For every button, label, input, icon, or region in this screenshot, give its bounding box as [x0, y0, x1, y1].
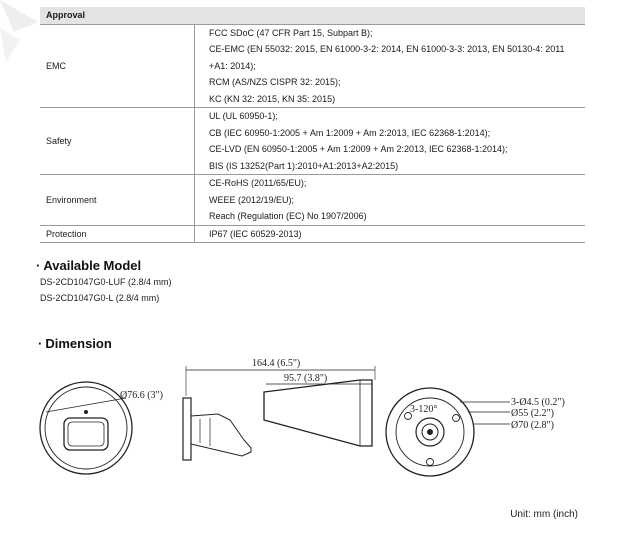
- front-view: [40, 382, 163, 474]
- section-bullet: ·: [38, 336, 43, 351]
- approval-row-label: EMC: [40, 24, 195, 108]
- model-item: DS-2CD1047G0-L (2.8/4 mm): [40, 293, 160, 303]
- approval-row-label: Protection: [40, 225, 195, 243]
- approval-value-line: CE-EMC (EN 55032: 2015, EN 61000-3-2: 2014, EN 61000-3-3: 2013, EN 50130-4: 2011: [209, 44, 565, 54]
- approval-value-line: IP67 (IEC 60529-2013): [209, 228, 302, 239]
- total-length-label: 164.4 (6.5"): [252, 358, 301, 369]
- approval-value-line: BIS (IS 13252(Part 1):2010+A1:2013+A2:2015): [209, 160, 399, 171]
- approval-value-line: WEEE (2012/19/EU);: [209, 194, 295, 205]
- unit-note: Unit: mm (inch): [510, 509, 578, 520]
- approval-row-label: Environment: [40, 175, 195, 226]
- approval-value-line: CE-RoHS (2011/65/EU);: [209, 178, 307, 188]
- approval-row-value: [195, 108, 586, 175]
- approval-value-line: Reach (Regulation (EC) No 1907/2006): [209, 211, 367, 221]
- dimension-drawing: [0, 350, 618, 500]
- angle-label: 3-120°: [410, 404, 438, 415]
- approval-row-value: [195, 175, 586, 226]
- section-bullet: ·: [36, 258, 41, 273]
- approval-header: Approval: [40, 7, 585, 24]
- approval-row-label: Safety: [40, 108, 195, 175]
- approval-value-line: UL (UL 60950-1);: [209, 111, 278, 121]
- approval-row: [40, 108, 585, 175]
- approval-row-value: [195, 24, 586, 108]
- approval-value-line: KC (KN 32: 2015, KN 35: 2015): [209, 93, 336, 104]
- mount-view: [386, 388, 565, 476]
- approval-value-line: RCM (AS/NZS CISPR 32: 2015);: [209, 77, 341, 87]
- approval-row: [40, 225, 585, 243]
- dimension-title: [38, 336, 112, 351]
- holes-label: 3-Ø4.5 (0.2"): [511, 397, 565, 408]
- side-view: [183, 358, 375, 460]
- approval-table: [40, 7, 585, 243]
- available-model-heading: Available Model: [43, 258, 142, 273]
- approval-row: [40, 24, 585, 108]
- approval-value-line: +A1: 2014);: [209, 60, 256, 71]
- dimension-heading: Dimension: [45, 336, 112, 351]
- front-diameter-label: Ø76.6 (3"): [120, 390, 163, 401]
- approval-row-value: [195, 225, 586, 243]
- approval-value-line: FCC SDoC (47 CFR Part 15, Subpart B);: [209, 27, 373, 38]
- body-length-label: 95.7 (3.8"): [284, 373, 328, 384]
- available-model-title: [36, 258, 141, 273]
- d70-label: Ø70 (2.8"): [511, 420, 554, 431]
- approval-value-line: CE-LVD (EN 60950-1:2005 + Am 1:2009 + Am 2:2013, IEC 62368-1:2014);: [209, 144, 508, 154]
- model-item: DS-2CD1047G0-LUF (2.8/4 mm): [40, 277, 172, 287]
- approval-value-line: CB (IEC 60950-1:2005 + Am 1:2009 + Am 2:2013, IEC 62368-1:2014);: [209, 127, 491, 138]
- d55-label: Ø55 (2.2"): [511, 408, 554, 419]
- approval-row: [40, 175, 585, 226]
